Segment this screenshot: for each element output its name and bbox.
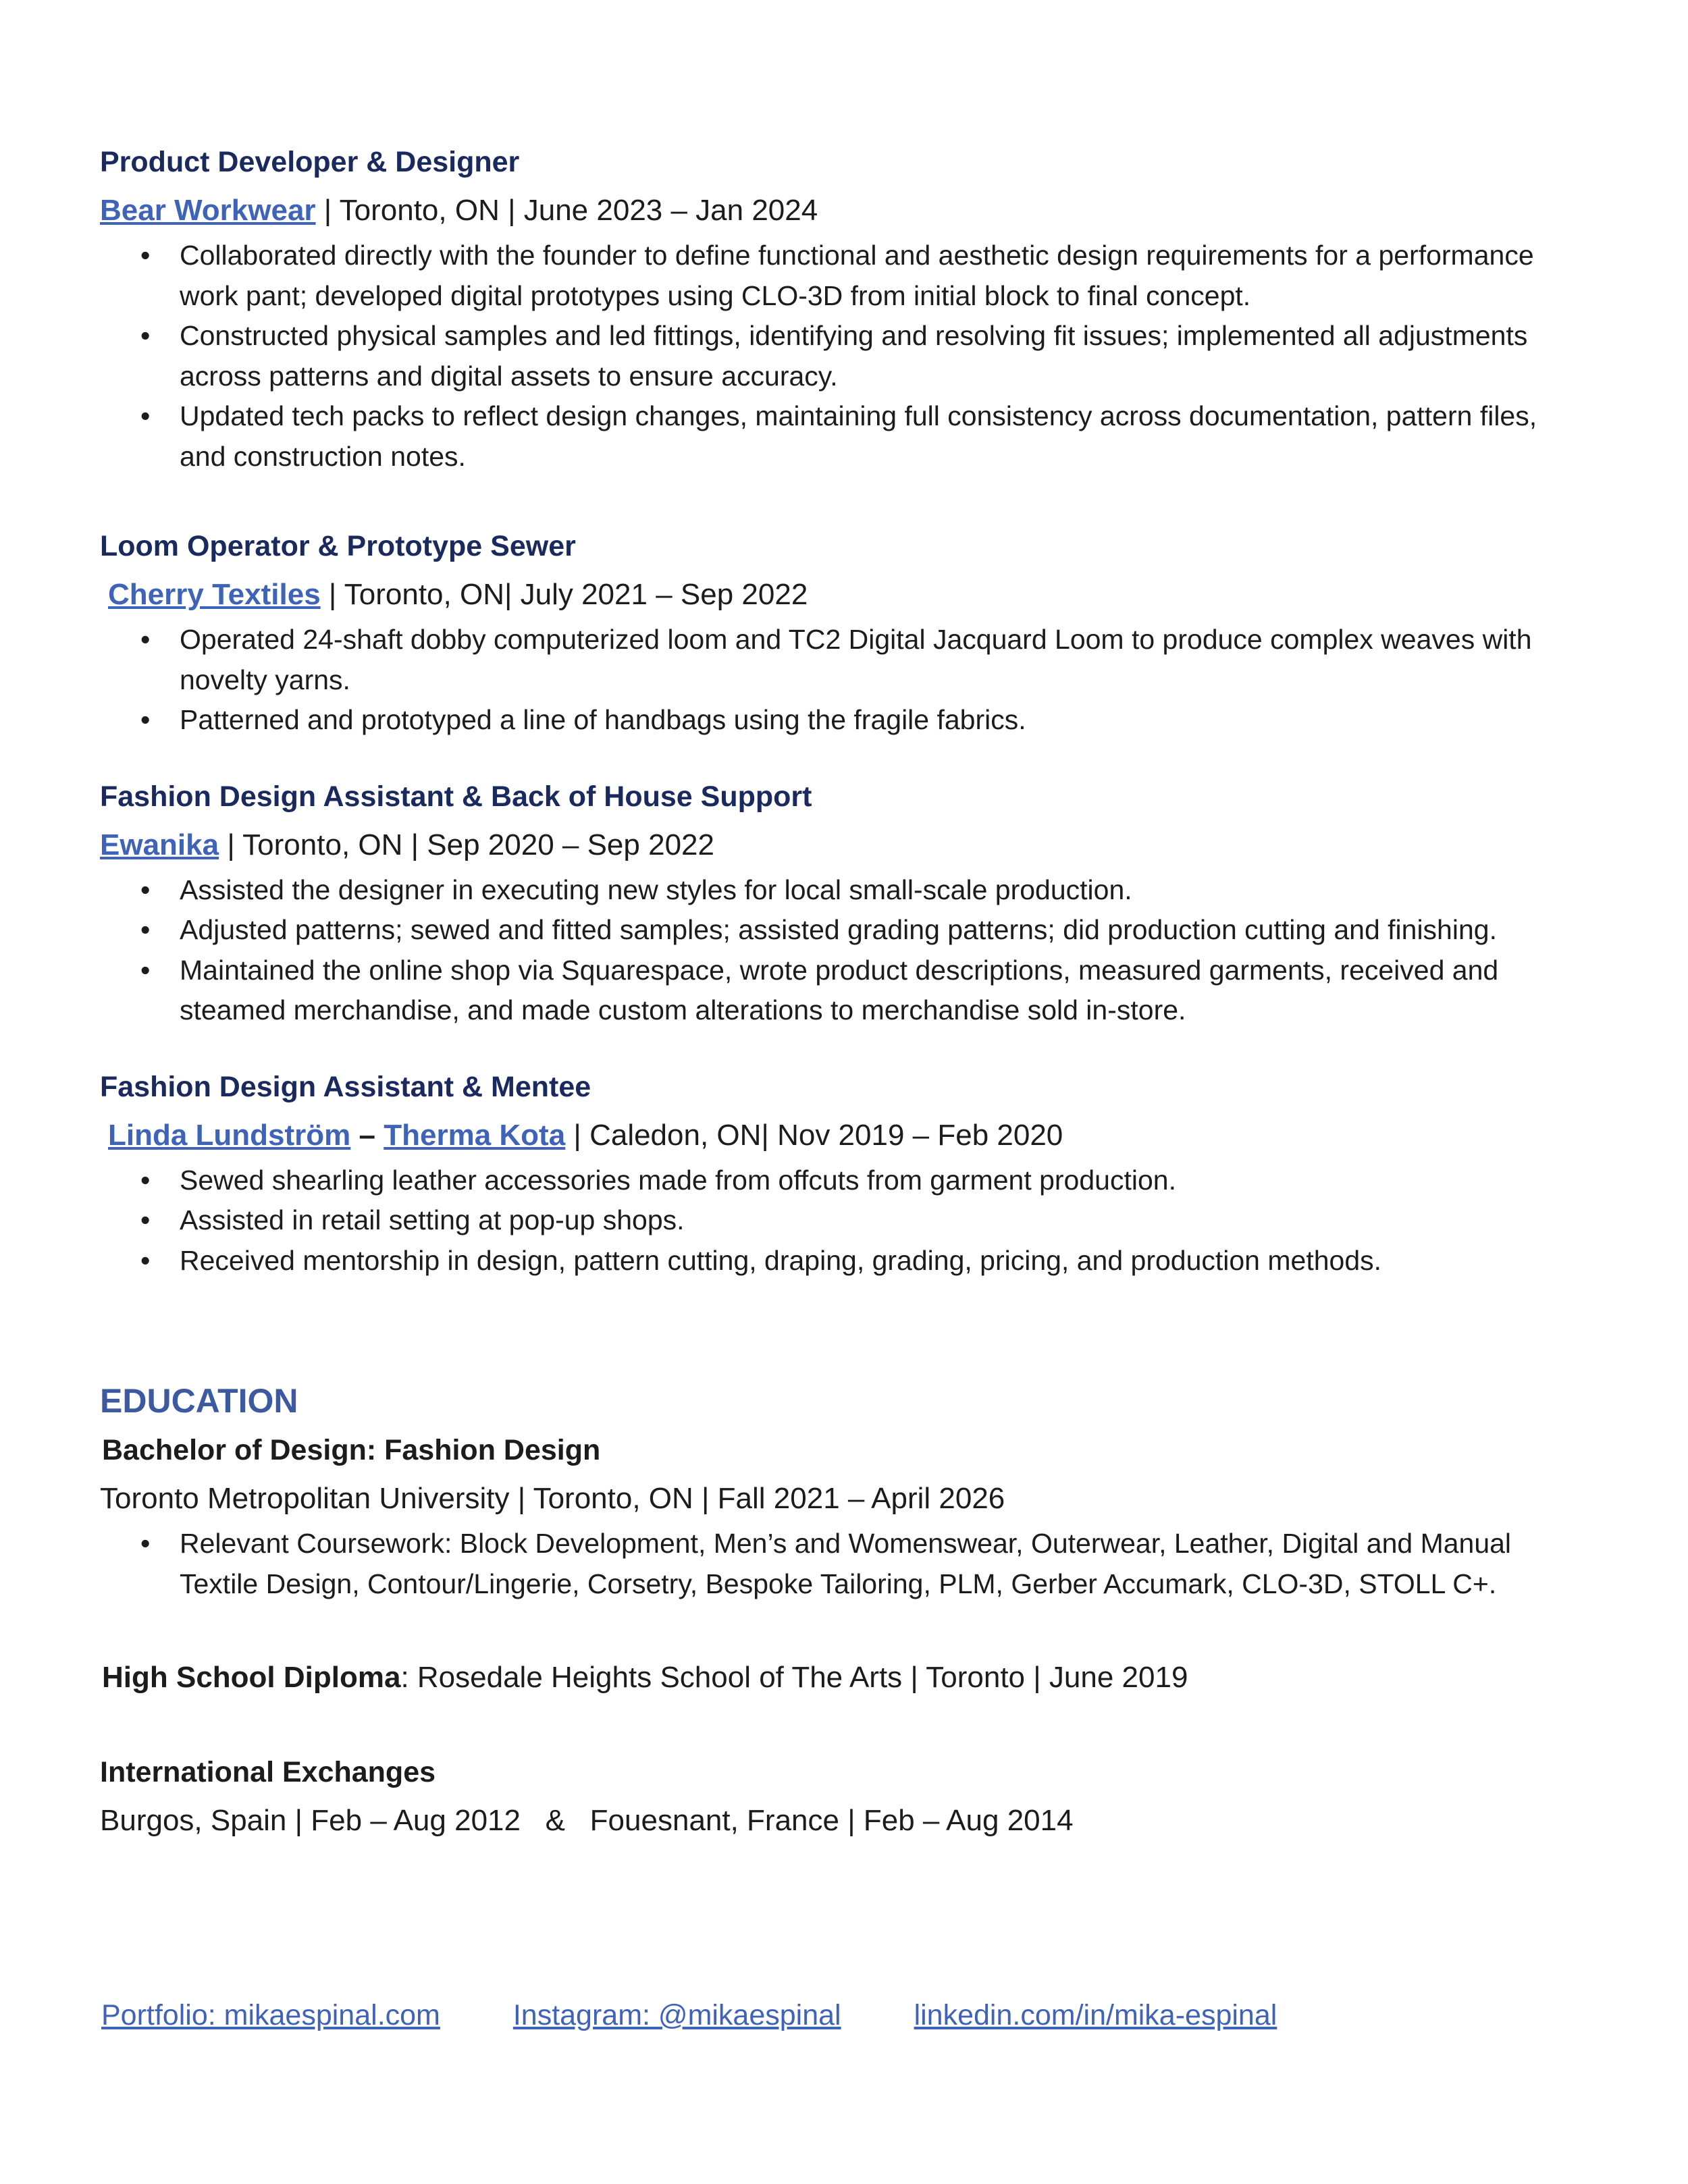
list-item: • Operated 24-shaft dobby computerized loom and TC2 Digital Jacquard Loom to produce complex weaves with novelty yarns.: [180, 620, 1572, 700]
job-entry: [100, 523, 1572, 741]
job-details: | Toronto, ON | June 2023 – Jan 2024: [315, 194, 818, 227]
bullet-list: [100, 1161, 1572, 1281]
job-title: Loom Operator & Prototype Sewer: [100, 530, 576, 562]
portfolio-link[interactable]: Portfolio: mikaespinal.com: [101, 1999, 440, 2031]
list-item: • Adjusted patterns; sewed and fitted samples; assisted grading patterns; did production cutting and finishing.: [180, 910, 1572, 951]
list-item: • Constructed physical samples and led fittings, identifying and resolving fit issues; implemented all adjustments across patterns and digital assets to ensure accuracy.: [180, 316, 1572, 396]
contact-footer: [101, 1995, 1342, 2035]
job-meta: [100, 820, 1572, 870]
high-school-label: High School Diploma: [102, 1661, 401, 1694]
bullet-icon: •: [140, 624, 151, 655]
job-meta: [100, 186, 1572, 236]
job-details: | Caledon, ON| Nov 2019 – Feb 2020: [565, 1118, 1063, 1152]
job-entry: [100, 138, 1572, 477]
instagram-link[interactable]: Instagram: @mikaespinal: [512, 1999, 841, 2031]
section-heading: EDUCATION: [100, 1382, 298, 1420]
spacer: [100, 1703, 1572, 1749]
bullet-icon: •: [140, 1528, 151, 1559]
job-meta: [100, 1111, 1572, 1161]
degree-title: Bachelor of Design: Fashion Design: [102, 1434, 601, 1466]
high-school-details: : Rosedale Heights School of The Arts | Toronto | June 2019: [400, 1661, 1188, 1694]
list-item: • Updated tech packs to reflect design changes, maintaining full consistency across documentation, pattern files, and construction notes.: [180, 396, 1572, 477]
bullet-icon: •: [140, 874, 151, 905]
list-item: • Maintained the online shop via Squarespace, wrote product descriptions, measured garments, received and steamed merchandise, and made custom alterations to merchandise sold in-store.: [180, 951, 1572, 1031]
list-item: • Assisted the designer in executing new styles for local small-scale production.: [180, 870, 1572, 911]
list-item: • Collaborated directly with the founder to define functional and aesthetic design requirements for a performance work pant; developed digital prototypes using CLO-3D from initial block to final concept.: [180, 236, 1572, 316]
bullet-list: [100, 620, 1572, 741]
bullet-icon: •: [140, 954, 151, 986]
employer-separator: –: [350, 1118, 384, 1152]
linkedin-link[interactable]: linkedin.com/in/mika-espinal: [914, 1999, 1277, 2031]
bullet-icon: •: [140, 1204, 151, 1235]
bullet-list: [100, 1524, 1572, 1604]
job-details: | Toronto, ON | Sep 2020 – Sep 2022: [219, 828, 714, 861]
bullet-list: [100, 870, 1572, 1031]
job-title: Fashion Design Assistant & Back of House Support: [100, 780, 812, 813]
bullet-icon: •: [140, 400, 151, 431]
spacer: [100, 1604, 1572, 1653]
bullet-list: [100, 236, 1572, 477]
spacer: [100, 477, 1572, 523]
list-item: • Sewed shearling leather accessories made from offcuts from garment production.: [180, 1161, 1572, 1201]
employer-link[interactable]: Cherry Textiles: [108, 578, 321, 611]
job-meta: [100, 570, 1572, 620]
bullet-icon: •: [140, 1164, 151, 1196]
list-item: • Relevant Coursework: Block Development, Men’s and Womenswear, Outerwear, Leather, Digital and Manual Textile Design, Contour/Lingerie, Corsetry, Bespoke Tailoring, PLM, Gerber Accumark, CLO-3D, STOLL C+.: [180, 1524, 1572, 1604]
bullet-icon: •: [140, 1244, 151, 1276]
job-entry: [100, 773, 1572, 1031]
school-line: Toronto Metropolitan University | Toronto, ON | Fall 2021 – April 2026: [100, 1482, 1005, 1515]
job-title: Product Developer & Designer: [100, 146, 520, 178]
education-section: [100, 1375, 1572, 1846]
bullet-icon: •: [140, 320, 151, 351]
bullet-icon: •: [140, 240, 151, 271]
employer-link[interactable]: Ewanika: [100, 828, 219, 861]
list-item: • Patterned and prototyped a line of handbags using the fragile fabrics.: [180, 700, 1572, 741]
high-school-line: [100, 1653, 1572, 1703]
employer-link-secondary[interactable]: Therma Kota: [384, 1118, 566, 1152]
bullet-icon: •: [140, 914, 151, 945]
spacer: [100, 1031, 1572, 1063]
job-title: Fashion Design Assistant & Mentee: [100, 1070, 591, 1103]
exchange-heading: International Exchanges: [100, 1756, 436, 1788]
spacer: [100, 1281, 1572, 1375]
list-item: • Assisted in retail setting at pop-up shops.: [180, 1200, 1572, 1241]
spacer: [100, 741, 1572, 773]
job-entry: [100, 1063, 1572, 1281]
bullet-icon: •: [140, 704, 151, 735]
job-details: | Toronto, ON| July 2021 – Sep 2022: [320, 578, 808, 611]
exchange-line: Burgos, Spain | Feb – Aug 2012 & Fouesnant, France | Feb – Aug 2014: [100, 1804, 1074, 1837]
resume-content: [100, 138, 1572, 1846]
employer-link[interactable]: Linda Lundström: [108, 1118, 351, 1152]
list-item: • Received mentorship in design, pattern cutting, draping, grading, pricing, and production methods.: [180, 1241, 1572, 1281]
employer-link[interactable]: Bear Workwear: [100, 194, 316, 227]
